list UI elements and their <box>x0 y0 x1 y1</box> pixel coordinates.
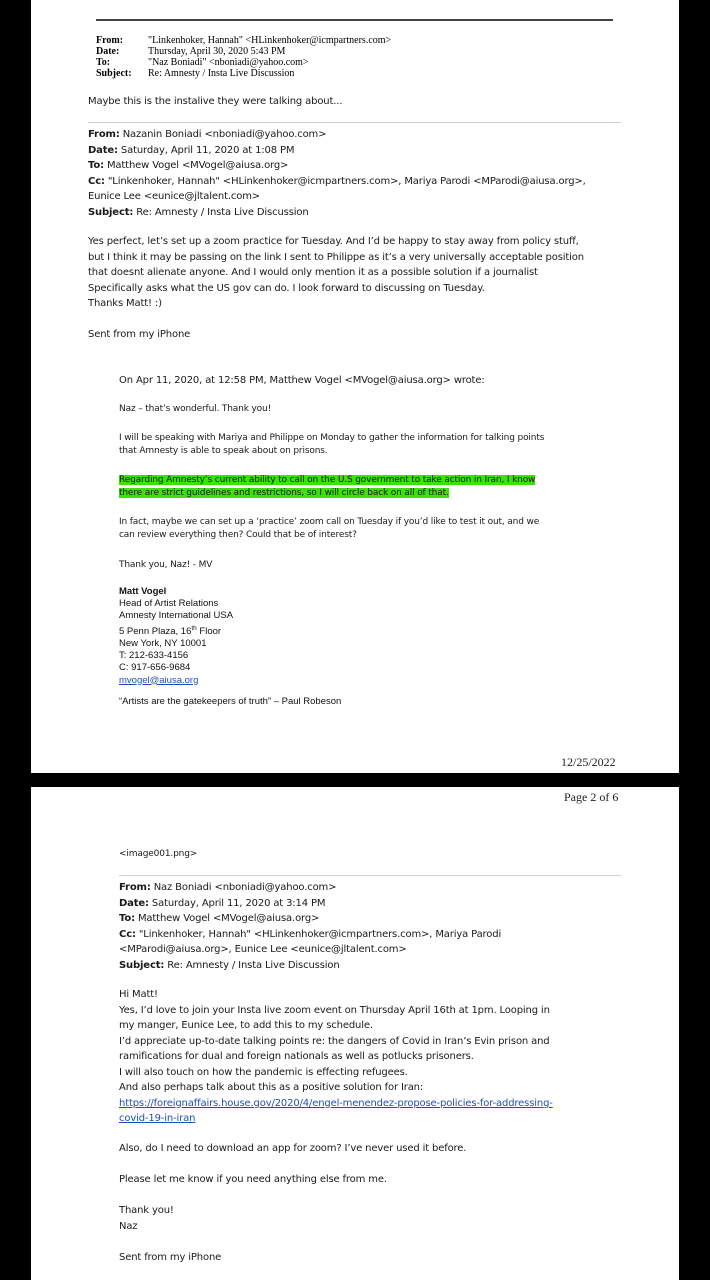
body-line: Specifically asks what the US gov can do. I look forward to discussing on Tuesday. <box>88 282 485 294</box>
signature-name: Matt Vogel <box>119 586 167 597</box>
signature-quote: “Artists are the gatekeepers of truth” – Paul Robeson <box>119 696 342 707</box>
subject-value: Re: Amnesty / Insta Live Discussion <box>148 68 295 79</box>
date-label: Date: <box>96 46 120 57</box>
reply2-subject-label: Subject: <box>119 959 165 971</box>
subject-label: Subject: <box>96 68 132 79</box>
quoted-line: In fact, maybe we can set up a ‘practice’ zoom call on Tuesday if you’d like to test it out, and we <box>119 517 540 527</box>
reply-divider-1 <box>88 122 621 123</box>
body-line: that doesnt alienate anyone. And I would only mention it as a possible solution if a journalist <box>88 267 538 278</box>
body-line: And also perhaps talk about this as a positive solution for Iran: <box>119 1082 424 1093</box>
policy-link-cont[interactable]: covid-19-in-iran <box>119 1113 196 1124</box>
signature-phone-t: T: 212-633-4156 <box>119 650 189 662</box>
page-number: Page 2 of 6 <box>564 790 619 804</box>
signature-email-link[interactable]: mvogel@aiusa.org <box>119 674 199 686</box>
quoted-p1: Naz – that’s wonderful. Thank you! <box>119 404 272 414</box>
address-text: 5 Penn Plaza, 16 <box>119 625 192 637</box>
to-value: "Naz Boniadi" <nboniadi@yahoo.com> <box>148 57 309 68</box>
reply2-body <box>119 987 553 1127</box>
body-line: Yes, I’d love to join your Insta live zoom event on Thursday April 16th at 1pm. Looping in <box>119 1004 550 1016</box>
quoted-line: I will be speaking with Mariya and Philippe on Monday to gather the information for talking points <box>119 433 545 443</box>
body-line: I will also touch on how the pandemic is effecting refugees. <box>119 1066 408 1078</box>
reply1-from-label: From: <box>88 129 120 140</box>
body-line: my manger, Eunice Lee, to add this to my schedule. <box>119 1020 373 1031</box>
quoted-line: that Amnesty is able to speak about on prisons. <box>119 446 328 456</box>
reply1-to: Matthew Vogel <MVogel@aiusa.org> <box>106 160 289 171</box>
reply1-header <box>88 127 586 220</box>
quoted-p4 <box>119 516 539 542</box>
greeting: Hi Matt! <box>119 989 158 1000</box>
reply-divider-2 <box>119 875 621 876</box>
quoted-thanks: Thank you, Naz! - MV <box>119 560 213 570</box>
from-label: From: <box>96 35 124 46</box>
reply1-date: Saturday, April 11, 2020 at 1:08 PM <box>120 144 295 156</box>
quoted-line: can review everything then? Could that be of interest? <box>119 530 357 540</box>
reply2-date-label: Date: <box>119 897 149 909</box>
policy-link[interactable]: https://foreignaffairs.house.gov/2020/4/engel-menendez-propose-policies-for-addressing- <box>119 1097 553 1109</box>
reply2-cc-label: Cc: <box>119 928 136 940</box>
signature-title: Head of Artist Relations <box>119 598 219 610</box>
date-value: Thursday, April 30, 2020 5:43 PM <box>148 46 286 57</box>
quoted-p2 <box>119 432 544 458</box>
reply1-sent-from: Sent from my iPhone <box>88 329 191 340</box>
thanks-line: Thank you! <box>119 1205 174 1216</box>
quoted-wrote-line: On Apr 11, 2020, at 12:58 PM, Matthew Vogel <MVogel@aiusa.org> wrote: <box>119 375 485 386</box>
reply2-subject: Re: Amnesty / Insta Live Discussion <box>167 959 340 971</box>
signature-block <box>119 586 233 687</box>
signature-phone-c: C: 917-656-9684 <box>119 662 191 674</box>
reply2-sent-from: Sent from my iPhone <box>119 1252 222 1263</box>
body-line: Thanks Matt! :) <box>88 298 162 309</box>
to-label: To: <box>96 57 111 68</box>
footer-date: 12/25/2022 <box>561 755 616 769</box>
body-line: ramifications for dual and foreign nationals as well as potlucks prisoners. <box>119 1051 474 1062</box>
signature-org: Amnesty International USA <box>119 610 234 622</box>
quoted-highlight <box>119 474 535 500</box>
zoom-question: Also, do I need to download an app for zoom? I’ve never used it before. <box>119 1143 467 1154</box>
document-page-1 <box>31 0 679 773</box>
document-page-2 <box>31 787 679 1280</box>
body-line: Yes perfect, let’s set up a zoom practice for Tuesday. And I’d be happy to stay away from policy stuff, <box>88 236 579 247</box>
highlighted-line: Regarding Amnesty’s current ability to call on the U.S government to take action in Iran, I know <box>119 475 536 485</box>
highlighted-line: there are strict guidelines and restrictions, so I will circle back on all of that. <box>119 488 449 498</box>
reply2-header <box>119 880 501 973</box>
image-reference: <image001.png> <box>119 849 198 859</box>
sender-name: Naz <box>119 1220 138 1232</box>
reply1-subject-label: Subject: <box>88 206 134 218</box>
reply1-from: Nazanin Boniadi <nboniadi@yahoo.com> <box>122 129 327 140</box>
body-line: but I think it may be passing on the link I sent to Philippe as it’s a very universally acceptable position <box>88 251 584 263</box>
reply1-date-label: Date: <box>88 144 118 156</box>
reply2-from: Naz Boniadi <nboniadi@yahoo.com> <box>153 882 337 893</box>
closing <box>119 1203 174 1234</box>
intro-text: Maybe this is the instalive they were talking about... <box>88 96 343 107</box>
reply2-cc-2: <MParodi@aiusa.org>, Eunice Lee <eunice@jltalent.com> <box>119 944 407 955</box>
reply2-cc-1: "Linkenhoker, Hannah" <HLinkenhoker@icmpartners.com>, Mariya Parodi <box>138 928 502 940</box>
reply1-cc-1: "Linkenhoker, Hannah" <HLinkenhoker@icmpartners.com>, Mariya Parodi <MParodi@aiusa.org>, <box>107 175 586 187</box>
reply2-from-label: From: <box>119 882 151 893</box>
body-line: I’d appreciate up-to-date talking points re: the dangers of Covid in Iran’s Evin prison and <box>119 1035 550 1047</box>
reply2-to: Matthew Vogel <MVogel@aiusa.org> <box>137 913 320 924</box>
reply2-date: Saturday, April 11, 2020 at 3:14 PM <box>151 897 326 909</box>
reply1-body <box>88 234 584 312</box>
address-floor: Floor <box>196 625 222 637</box>
top-divider <box>96 19 613 21</box>
reply1-to-label: To: <box>88 160 104 171</box>
reply2-to-label: To: <box>119 913 135 924</box>
address-sup: th <box>191 624 197 632</box>
request-line: Please let me know if you need anything else from me. <box>119 1174 387 1185</box>
reply1-cc-label: Cc: <box>88 175 105 187</box>
signature-address <box>119 623 233 638</box>
signature-city: New York, NY 10001 <box>119 637 207 649</box>
from-value: "Linkenhoker, Hannah" <HLinkenhoker@icmpartners.com> <box>148 35 392 46</box>
reply1-subject: Re: Amnesty / Insta Live Discussion <box>136 206 309 218</box>
reply1-cc-2: Eunice Lee <eunice@jltalent.com> <box>88 191 261 202</box>
